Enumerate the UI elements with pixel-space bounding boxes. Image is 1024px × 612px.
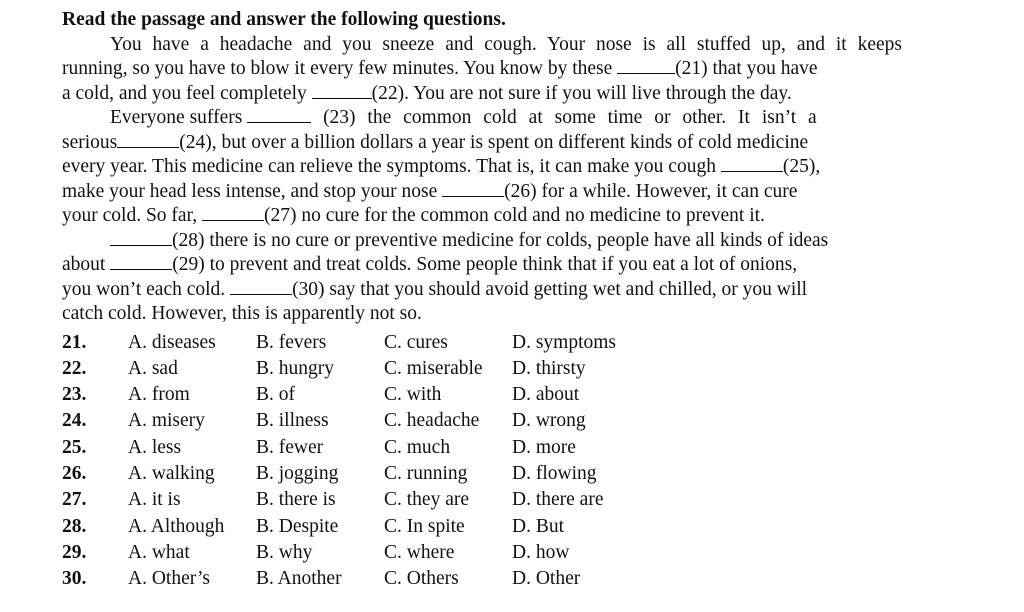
passage-text: (29) to prevent and treat colds. Some people think that if you eat a lot of onions,	[172, 254, 798, 275]
option-b: B. of	[256, 384, 295, 406]
option-b: B. Another	[256, 568, 342, 590]
option-b: B. fevers	[256, 331, 327, 353]
option-d: D. more	[512, 436, 576, 458]
option-c: C. cures	[384, 331, 448, 353]
passage-line	[62, 278, 902, 303]
option-c: C. where	[384, 541, 455, 563]
option-d: D. flowing	[512, 462, 597, 484]
question-row	[62, 408, 902, 434]
answer-blank-24	[117, 132, 179, 148]
option-a: A. Other’s	[128, 568, 210, 590]
question-row	[62, 487, 902, 513]
option-b: B. jogging	[256, 462, 339, 484]
passage-line: You have a headache and you sneeze and cough. Your nose is all stuffed up, and it keeps	[110, 33, 902, 55]
passage-text: a cold, and you feel completely	[62, 82, 312, 104]
option-d: D. about	[512, 384, 580, 406]
option-b: B. fewer	[256, 436, 324, 458]
option-c: C. they are	[384, 489, 470, 511]
passage-text: about	[62, 254, 111, 275]
option-c: C. miserable	[384, 357, 483, 379]
passage-text: (24), but over a billion dollars a year is spent on different kinds of cold medicine	[179, 131, 809, 153]
option-d: D. symptoms	[512, 331, 617, 353]
answer-blank-22	[312, 83, 372, 99]
option-a: A. sad	[128, 357, 178, 379]
option-a: A. less	[128, 436, 182, 458]
answer-blank-29	[110, 254, 172, 270]
answer-blank-23	[247, 107, 311, 123]
passage-text: (21) that you have	[675, 58, 818, 79]
option-a: A. it is	[128, 489, 181, 511]
question-number: 21.	[62, 331, 87, 353]
question-number: 30.	[62, 568, 87, 590]
question-row	[62, 330, 902, 356]
passage-text: (30) say that you should avoid getting wet and chilled, or you will	[292, 278, 808, 300]
option-b: B. Despite	[256, 515, 339, 537]
passage-text: serious	[62, 131, 118, 153]
option-c: C. with	[384, 384, 442, 406]
option-b: B. illness	[256, 410, 329, 432]
passage-text: (25),	[782, 156, 821, 177]
page-title: Read the passage and answer the following questions.	[62, 9, 506, 30]
passage-line	[62, 131, 902, 156]
question-row	[62, 356, 902, 382]
passage-text: running, so you have to blow it every few minutes. You know by these	[62, 58, 618, 79]
option-d: D. But	[512, 515, 565, 537]
question-number: 26.	[62, 462, 87, 484]
answer-blank-27	[202, 205, 264, 221]
option-a: A. misery	[128, 410, 205, 432]
option-a: A. diseases	[128, 331, 216, 353]
option-d: D. thirsty	[512, 357, 586, 379]
option-a: A. what	[128, 541, 190, 563]
option-c: C. much	[384, 436, 451, 458]
option-c: C. Others	[384, 568, 459, 590]
option-d: D. Other	[512, 568, 581, 590]
answer-blank-21	[617, 58, 675, 74]
question-number: 24.	[62, 410, 87, 432]
option-d: D. wrong	[512, 410, 586, 432]
question-number: 29.	[62, 541, 87, 563]
answer-blank-28	[110, 230, 172, 246]
passage-line	[62, 253, 902, 278]
question-number: 25.	[62, 436, 87, 458]
passage-text: make your head less intense, and stop your nose	[62, 180, 443, 202]
passage-text: (28) there is no cure or preventive medicine for colds, people have all kinds of ideas	[172, 229, 829, 251]
passage-text: Everyone suffers	[110, 107, 248, 128]
passage-text: your cold. So far,	[62, 205, 203, 226]
option-a: A. walking	[128, 462, 215, 484]
question-row	[62, 540, 902, 566]
option-d: D. how	[512, 541, 570, 563]
question-number: 23.	[62, 384, 87, 406]
question-number: 28.	[62, 515, 87, 537]
option-b: B. there is	[256, 489, 336, 511]
option-b: B. why	[256, 541, 313, 563]
worksheet	[62, 8, 902, 592]
passage	[62, 33, 902, 327]
passage-text: every year. This medicine can relieve the symptoms. That is, it can make you cough	[62, 156, 721, 177]
option-b: B. hungry	[256, 357, 334, 379]
passage-line	[62, 229, 902, 254]
question-number: 27.	[62, 489, 87, 511]
answer-blank-30	[230, 279, 292, 295]
question-row	[62, 514, 902, 540]
passage-line	[62, 180, 902, 205]
option-a: A. from	[128, 384, 190, 406]
passage-text: (23) the common cold at some time or other. It isn’t a	[311, 107, 817, 128]
passage-text: (27) no cure for the common cold and no medicine to prevent it.	[264, 205, 765, 226]
passage-text: you won’t each cold.	[62, 278, 231, 300]
question-row	[62, 461, 902, 487]
option-c: C. headache	[384, 410, 480, 432]
passage-line	[62, 155, 902, 180]
passage-line	[62, 204, 902, 229]
passage-line: catch cold. However, this is apparently not so.	[62, 303, 422, 324]
passage-line	[62, 57, 902, 82]
answer-blank-25	[721, 156, 783, 172]
passage-line	[62, 82, 902, 107]
option-d: D. there are	[512, 489, 604, 511]
question-row	[62, 566, 902, 592]
question-list	[62, 330, 902, 593]
question-row	[62, 382, 902, 408]
option-a: A. Although	[128, 515, 225, 537]
answer-blank-26	[442, 181, 504, 197]
option-c: C. In spite	[384, 515, 465, 537]
passage-text: (22). You are not sure if you will live through the day.	[371, 82, 792, 104]
passage-line	[62, 106, 902, 131]
option-c: C. running	[384, 462, 468, 484]
question-number: 22.	[62, 357, 87, 379]
question-row	[62, 435, 902, 461]
passage-text: (26) for a while. However, it can cure	[504, 180, 798, 202]
